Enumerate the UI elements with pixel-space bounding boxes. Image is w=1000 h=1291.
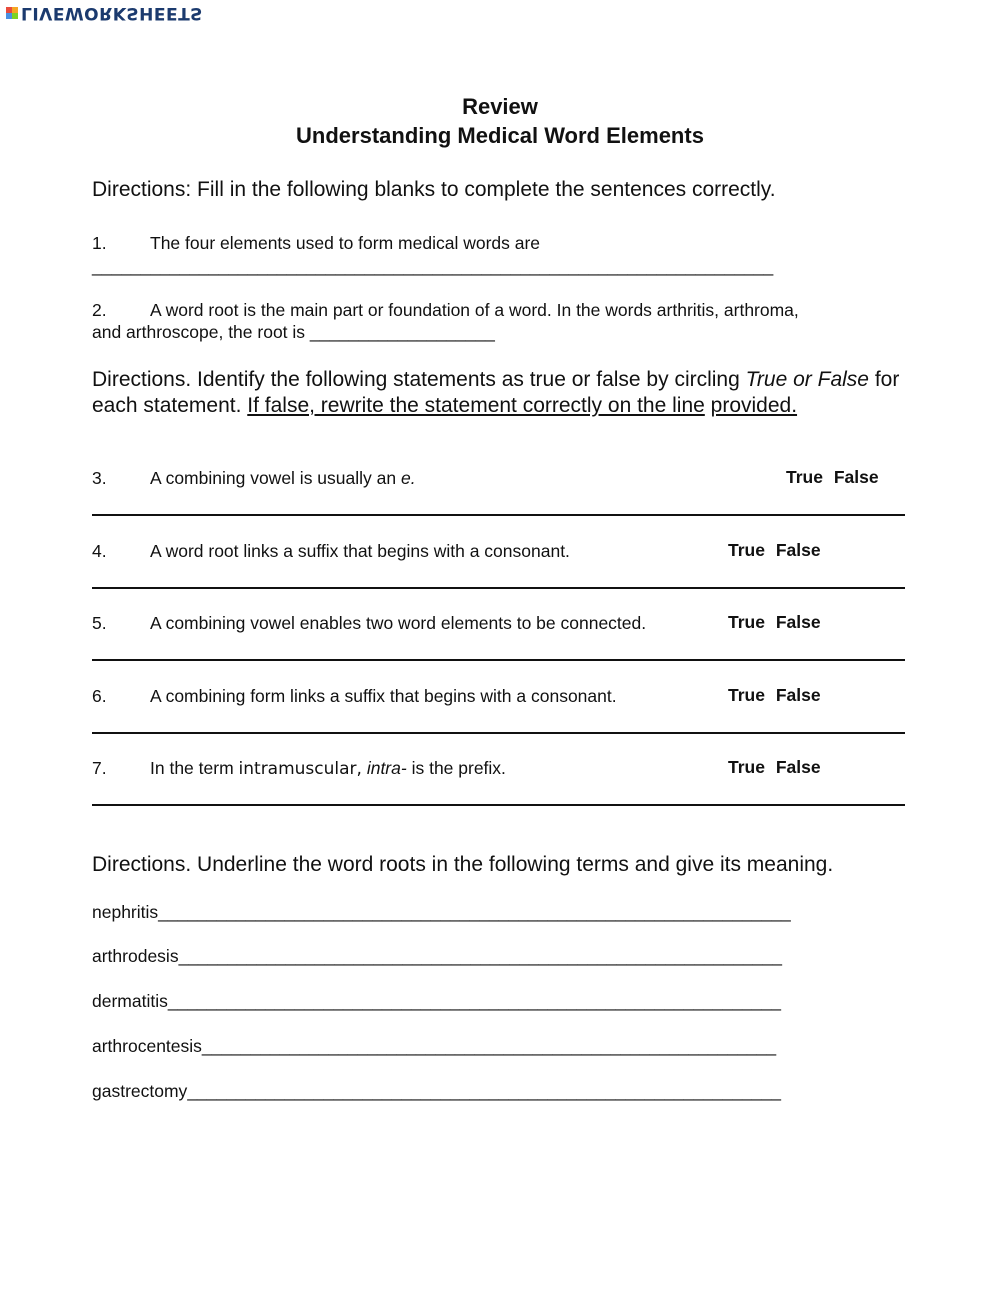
term-row <box>92 991 781 1012</box>
section1-directions: Directions: Fill in the following blanks to complete the sentences correctly. <box>92 178 776 201</box>
answer-line-3[interactable] <box>92 514 905 516</box>
false-option[interactable]: False <box>775 540 821 560</box>
answer-line-7[interactable] <box>92 804 905 806</box>
false-option[interactable]: False <box>775 757 821 777</box>
directions-underlined: provided. <box>710 394 798 417</box>
statement-text: A combining vowel is usually an <box>150 468 397 488</box>
statement-number: 3. <box>92 468 107 488</box>
statement-4 <box>92 540 570 562</box>
statement-number: 4. <box>92 541 107 561</box>
question-2 <box>92 299 799 321</box>
term-row <box>92 946 782 967</box>
statement-term: intramuscular, <box>238 759 362 779</box>
term-word: arthrodesis <box>92 946 179 966</box>
page-subtitle: Understanding Medical Word Elements <box>296 123 704 148</box>
term-row <box>92 1036 776 1057</box>
term-answer-blank[interactable]: _____________________________________________________________ <box>187 1081 782 1101</box>
statement-6 <box>92 685 617 707</box>
question-1 <box>92 232 540 254</box>
statement-number: 6. <box>92 686 107 706</box>
question-number: 1. <box>92 233 107 253</box>
term-row <box>92 1081 781 1102</box>
statement-number: 5. <box>92 613 107 633</box>
statement-emphasis: intra- <box>366 758 407 778</box>
term-word: gastrectomy <box>92 1081 188 1101</box>
statement-number: 7. <box>92 758 107 778</box>
statement-3 <box>92 467 416 489</box>
false-option[interactable]: False <box>775 685 821 705</box>
statement-emphasis: e. <box>400 468 416 488</box>
term-word: arthrocentesis <box>92 1036 202 1056</box>
answer-line-4[interactable] <box>92 587 905 589</box>
question-1-answer-blank[interactable]: ______________________________________________________________________ <box>92 256 774 276</box>
true-option[interactable]: True <box>786 467 823 487</box>
statement-text: In the term <box>150 758 234 778</box>
question-2-answer-blank[interactable]: ___________________ <box>309 322 495 342</box>
statement-5 <box>92 612 646 634</box>
directions-emphasis: True or <box>745 368 812 391</box>
statement-7 <box>92 757 506 780</box>
statement-text: A word root links a suffix that begins with a consonant. <box>150 541 570 561</box>
question-2-line2 <box>92 321 495 343</box>
term-answer-blank[interactable]: _________________________________________________________________ <box>158 902 791 922</box>
term-word: dermatitis <box>92 991 168 1011</box>
question-text: and arthroscope, the root is <box>92 322 306 342</box>
true-option[interactable]: True <box>728 685 765 705</box>
page-title: Review <box>462 94 538 119</box>
section3-directions: Directions. Underline the word roots in the following terms and give its meaning. <box>92 853 834 876</box>
logo-text: LIVEWORKSHEETS <box>21 3 203 23</box>
false-option[interactable]: False <box>775 612 821 632</box>
question-number: 2. <box>92 300 107 320</box>
true-false-choice-5 <box>728 612 821 633</box>
true-option[interactable]: True <box>728 757 765 777</box>
true-false-choice-3 <box>786 467 879 488</box>
directions-text: Directions. Identify the following statements as true or false by circling <box>92 368 740 391</box>
section2-directions <box>92 367 902 419</box>
statement-text: A combining form links a suffix that begins with a consonant. <box>150 686 617 706</box>
statement-text: A combining vowel enables two word elements to be connected. <box>150 613 647 633</box>
directions-text: for each statement. <box>92 368 900 417</box>
true-false-choice-6 <box>728 685 821 706</box>
term-row <box>92 902 791 923</box>
term-answer-blank[interactable]: ___________________________________________________________ <box>201 1036 777 1056</box>
term-word: nephritis <box>92 902 159 922</box>
term-answer-blank[interactable]: _______________________________________________________________ <box>167 991 782 1011</box>
true-false-choice-4 <box>728 540 821 561</box>
statement-text: is the prefix. <box>411 758 506 778</box>
true-option[interactable]: True <box>728 612 765 632</box>
false-option[interactable]: False <box>833 467 879 487</box>
true-false-choice-7 <box>728 757 821 778</box>
question-text: The four elements used to form medical words are <box>150 233 541 253</box>
answer-line-6[interactable] <box>92 732 905 734</box>
directions-emphasis: False <box>817 368 869 391</box>
true-option[interactable]: True <box>728 540 765 560</box>
directions-underlined: If false, rewrite the statement correctly on the line <box>247 394 705 417</box>
term-answer-blank[interactable]: ______________________________________________________________ <box>178 946 783 966</box>
answer-line-5[interactable] <box>92 659 905 661</box>
question-text: A word root is the main part or foundation of a word. In the words arthritis, arthroma, <box>150 300 799 320</box>
